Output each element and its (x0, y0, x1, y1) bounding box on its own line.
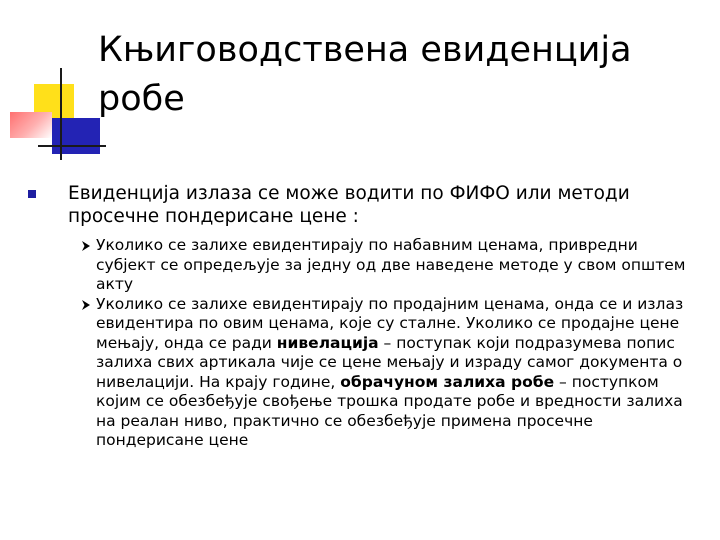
bullet-text: Евиденција излаза се може водити по ФИФО или методи просечне пондерисане цене : (68, 183, 630, 227)
term-nivelacija: нивелација (276, 333, 379, 352)
sub-bullet-list (28, 236, 698, 451)
arrow-bullet-icon (82, 237, 90, 251)
sub-bullet-text: Уколико се залихе евидентирају по набавним ценама, привредни субјект се опредељује за једну од две наведене методе у свом општем акту (96, 236, 686, 293)
slide-logo-decoration (0, 0, 110, 170)
sub-bullet-text-part: – поступак који подразумева попис залиха свих артикала чије се цене мењају и израду самог документа о нивелацији. На крају године, (96, 333, 683, 391)
sub-bullet-text-part: Уколико се залихе евидентирају по продајним ценама, онда се и излаз евидентира по овим ценама, које су сталне. Уколико се продајне цене мењају, онда се ради (96, 294, 684, 352)
term-obracun-zaliha: обрачуном залиха робе (340, 372, 555, 391)
slide-body (28, 182, 698, 451)
logo-horizontal-line (38, 145, 106, 147)
slide-title: Књиговодствена евиденција робе (98, 30, 632, 119)
sub-bullet-item (28, 295, 698, 451)
square-bullet-icon (28, 190, 36, 198)
sub-bullet-text-part: – поступком којим се обезбеђује свођење трошка продате робе и вредности залиха на реалан ниво, практично се обезбеђује примена просечне пондерисане цене (96, 372, 683, 449)
sub-bullet-text (96, 295, 683, 450)
arrow-bullet-icon (82, 296, 90, 310)
logo-red-square (10, 112, 52, 138)
sub-bullet-item (28, 236, 698, 295)
bullet-item (28, 182, 698, 228)
